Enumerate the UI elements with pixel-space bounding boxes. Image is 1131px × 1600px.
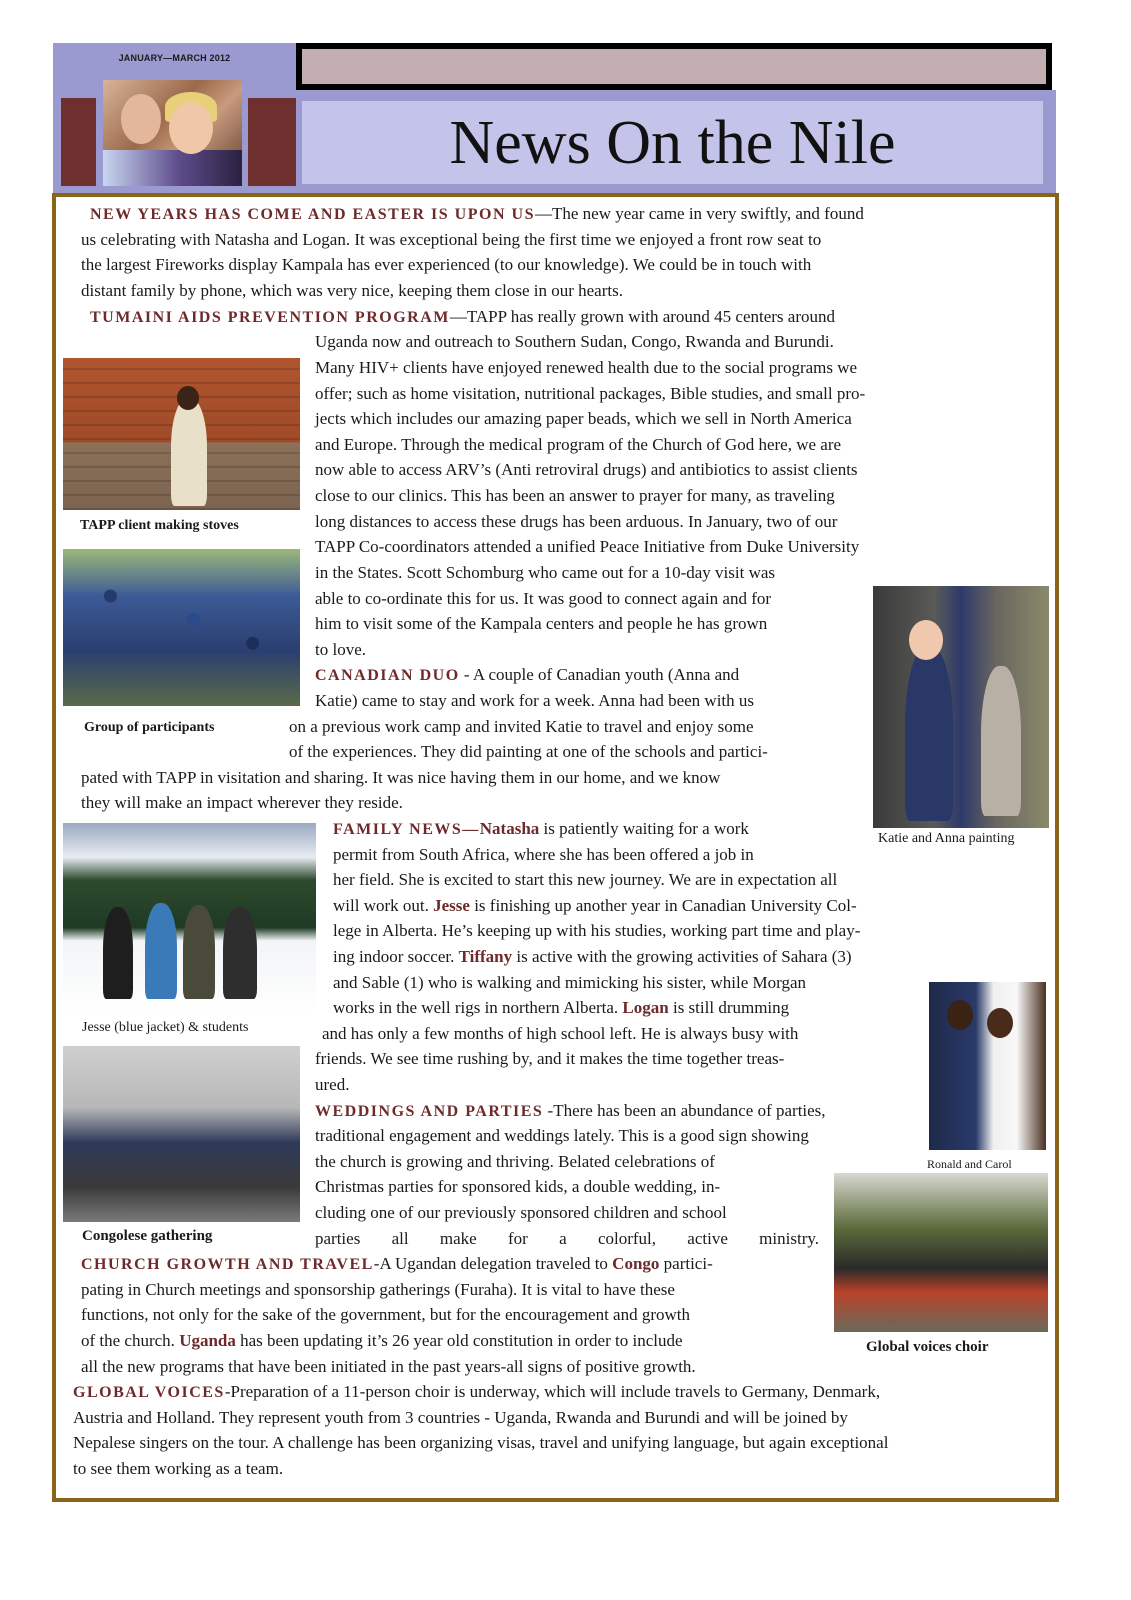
photo-katie-anna xyxy=(873,586,1049,828)
weddings-line-6: parties all make for a colorful, active ministry. xyxy=(315,1229,819,1248)
masthead-left-bar xyxy=(61,98,96,186)
church-line-3: functions, not only for the sake of the government, but for the encouragement and growth xyxy=(81,1305,690,1324)
family-line-8: works in the well rigs in northern Alberta. Logan is still drumming xyxy=(333,998,790,1017)
church-line-2: pating in Church meetings and sponsorship gatherings (Furaha). It is vital to have these xyxy=(81,1280,675,1299)
church-line-5: all the new programs that have been initiated in the past years-all signs of positive growth. xyxy=(81,1357,696,1376)
global-line-1: GLOBAL VOICES-Preparation of a 11-person choir is underway, which will include travels to Germany, Denmark, xyxy=(73,1382,881,1401)
tumaini-line-2: Uganda now and outreach to Southern Sudan, Congo, Rwanda and Burundi. xyxy=(315,332,834,351)
weddings-line-5: cluding one of our previously sponsored children and school xyxy=(315,1203,727,1222)
weddings-line-1: WEDDINGS AND PARTIES -There has been an abundance of parties, xyxy=(315,1101,826,1120)
tumaini-line-13: him to visit some of the Kampala centers and people he has grown xyxy=(315,614,768,633)
photo-stoves xyxy=(63,358,300,510)
family-line-3: her field. She is excited to start this new journey. We are in expectation all xyxy=(333,870,838,889)
masthead-right-bar xyxy=(248,98,296,186)
family-line-1: FAMILY NEWS—Natasha is patiently waiting for a work xyxy=(333,819,749,838)
photo-jesse-students xyxy=(63,823,316,1013)
family-line-2: permit from South Africa, where she has been offered a job in xyxy=(333,845,754,864)
new-years-line-2: us celebrating with Natasha and Logan. It was exceptional being the first time we enjoyed a front row seat to xyxy=(81,230,822,249)
tumaini-line-7: now able to access ARV’s (Anti retroviral drugs) and antibiotics to assist clients xyxy=(315,460,858,479)
canadian-line-1: CANADIAN DUO - A couple of Canadian youth (Anna and xyxy=(315,665,740,684)
weddings-line-3: the church is growing and thriving. Belated celebrations of xyxy=(315,1152,715,1171)
caption-congolese: Congolese gathering xyxy=(82,1228,213,1244)
caption-stoves: TAPP client making stoves xyxy=(80,518,239,533)
photo-congolese-gathering xyxy=(63,1046,300,1222)
new-years-line-4: distant family by phone, which was very nice, keeping them close in our hearts. xyxy=(81,281,623,300)
canadian-line-5: pated with TAPP in visitation and sharing. It was nice having them in our home, and we know xyxy=(81,768,721,787)
tumaini-line-12: able to co-ordinate this for us. It was good to connect again and for xyxy=(315,589,772,608)
tumaini-line-10: TAPP Co-coordinators attended a unified Peace Initiative from Duke University xyxy=(315,537,860,556)
tumaini-line-8: close to our clinics. This has been an answer to prayer for many, as traveling xyxy=(315,486,835,505)
global-line-4: to see them working as a team. xyxy=(73,1459,284,1478)
canadian-line-3: on a previous work camp and invited Katie to travel and enjoy some xyxy=(289,717,754,736)
family-line-4: will work out. Jesse is finishing up another year in Canadian University Col- xyxy=(333,896,857,915)
global-line-2: Austria and Holland. They represent youth from 3 countries - Uganda, Rwanda and Burundi and will be joined by xyxy=(73,1408,848,1427)
new-years-line-3: the largest Fireworks display Kampala has ever experienced (to our knowledge). We could be in touch with xyxy=(81,255,812,274)
family-line-6: ing indoor soccer. Tiffany is active with the growing activities of Sahara (3) xyxy=(333,947,852,966)
family-line-10: friends. We see time rushing by, and it makes the time together treas- xyxy=(315,1049,785,1068)
canadian-line-6: they will make an impact wherever they reside. xyxy=(81,793,403,812)
family-line-5: lege in Alberta. He’s keeping up with his studies, working part time and play- xyxy=(333,921,861,940)
photo-ronald-carol xyxy=(929,982,1046,1150)
tumaini-line-14: to love. xyxy=(315,640,366,659)
tumaini-line-9: long distances to access these drugs has been arduous. In January, two of our xyxy=(315,512,838,531)
new-years-line-1: NEW YEARS HAS COME AND EASTER IS UPON US—The new year came in very swiftly, and found xyxy=(90,204,864,223)
tumaini-line-4: offer; such as home visitation, nutritional packages, Bible studies, and small pro- xyxy=(315,384,866,403)
caption-group: Group of participants xyxy=(84,720,215,735)
tumaini-line-11: in the States. Scott Schomburg who came out for a 10-day visit was xyxy=(315,563,776,582)
photo-group-participants xyxy=(63,549,300,706)
family-line-9: and has only a few months of high school left. He is always busy with xyxy=(322,1024,799,1043)
caption-katie: Katie and Anna painting xyxy=(878,831,1015,846)
global-line-3: Nepalese singers on the tour. A challenge has been organizing visas, travel and unifying language, but again exceptional xyxy=(73,1433,889,1452)
church-line-4: of the church. Uganda has been updating it’s 26 year old constitution in order to include xyxy=(81,1331,683,1350)
caption-jesse: Jesse (blue jacket) & students xyxy=(82,1020,249,1035)
photo-global-voices-choir xyxy=(834,1173,1048,1332)
tumaini-line-3: Many HIV+ clients have enjoyed renewed health due to the social programs we xyxy=(315,358,858,377)
caption-choir: Global voices choir xyxy=(866,1339,989,1355)
issue-date: JANUARY—MARCH 2012 xyxy=(118,53,231,63)
weddings-line-4: Christmas parties for sponsored kids, a double wedding, in- xyxy=(315,1177,721,1196)
tumaini-line-5: jects which includes our amazing paper beads, which we sell in North America xyxy=(315,409,852,428)
masthead-top-band xyxy=(302,49,1046,84)
caption-ronald: Ronald and Carol xyxy=(927,1157,1012,1171)
weddings-line-2: traditional engagement and weddings lately. This is a good sign showing xyxy=(315,1126,809,1145)
church-line-1: CHURCH GROWTH AND TRAVEL-A Ugandan delegation traveled to Congo partici- xyxy=(81,1254,713,1273)
canadian-line-4: of the experiences. They did painting at one of the schools and partici- xyxy=(289,742,768,761)
tumaini-line-1: TUMAINI AIDS PREVENTION PROGRAM—TAPP has really grown with around 45 centers around xyxy=(90,307,836,326)
tumaini-line-6: and Europe. Through the medical program of the Church of God here, we are xyxy=(315,435,842,454)
family-line-7: and Sable (1) who is walking and mimicking his sister, while Morgan xyxy=(333,973,807,992)
canadian-line-2: Katie) came to stay and work for a week. Anna had been with us xyxy=(315,691,755,710)
newsletter-title: News On the Nile xyxy=(449,109,896,177)
family-line-11: ured. xyxy=(315,1075,350,1094)
masthead-photo xyxy=(103,80,242,186)
